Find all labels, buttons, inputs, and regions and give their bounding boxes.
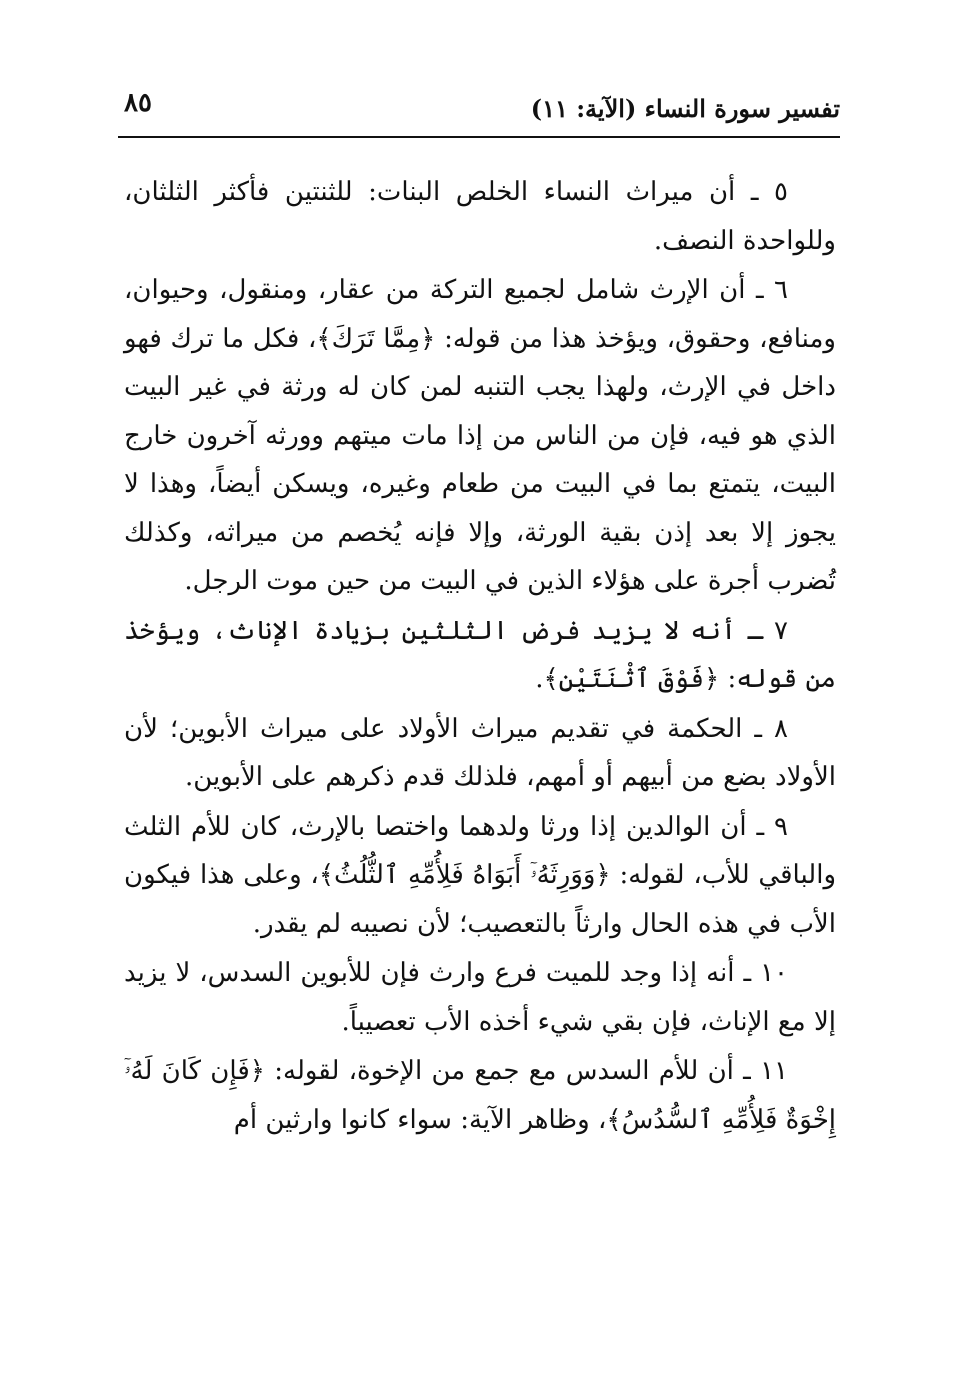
paragraph-point-7: ٧ ـ أنه لا يزيد فرض الثلثين بزيادة الإناث، ويؤخذ من قوله: ﴿فَوْقَ ٱثْنَتَيْنِ﴾.	[124, 615, 836, 694]
page-header	[118, 88, 840, 138]
header-rule	[118, 136, 840, 138]
paragraph-point-6: ٦ ـ أن الإرث شامل لجميع التركة من عقار، ومنقول، وحيوان، ومنافع، وحقوق، ويؤخذ هذا من قوله: ﴿مِمَّا تَرَكَ﴾، فكل ما ترك فهو داخل في الإرث، ولهذا يجب التنبه لمن كان له ورثة في غير البيت الذي هو فيه، فإن من الناس من إذا مات ميتهم وورثه آخرون خارج البيت، يتمتع بما في البيت من طعام وغيره، ويسكن أيضاً، وهذا لا يجوز إلا بعد إذن بقية الورثة، وإلا فإنه يُخصم من ميراثه، وكذلك تُضرب أجرة على هؤلاء الذين في البيت من حين موت الرجل.	[124, 275, 836, 596]
paragraph-point-9: ٩ ـ أن الوالدين إذا ورثا ولدهما واختصا بالإرث، كان للأم الثلث والباقي للأب، لقوله: ﴿وَوَرِثَهُۥٓ أَبَوَاهُ فَلِأُمِّهِ ٱلثُّلُثُ﴾، وعلى هذا فيكون الأب في هذه الحال وارثاً بالتعصيب؛ لأن نصيبه لم يقدر.	[124, 811, 836, 939]
running-title: تفسير سورة النساء (الآية: ١١)	[530, 94, 840, 123]
paragraph-point-11: ١١ ـ أن للأم السدس مع جمع من الإخوة، لقوله: ﴿فَإِن كَانَ لَهُۥٓ إِخْوَةٌ فَلِأُمِّهِ ٱلسُّدُسُ﴾، وظاهر الآية: سواء كانوا وارثين أم	[124, 1056, 836, 1135]
paragraph-point-8: ٨ ـ الحكمة في تقديم ميراث الأولاد على ميراث الأبوين؛ لأن الأولاد بضع من أبيهم أو أمهم، فلذلك قدم ذكرهم على الأبوين.	[124, 713, 836, 792]
paragraph-point-5: ٥ ـ أن ميراث النساء الخلص البنات: للثنتين فأكثر الثلثان، وللواحدة النصف.	[124, 177, 836, 256]
page-number: ٨٥	[124, 88, 152, 118]
body-text	[124, 168, 836, 1144]
paragraph-point-10: ١٠ ـ أنه إذا وجد للميت فرع وارث فإن للأبوين السدس، لا يزيد إلا مع الإناث، فإن بقي شيء أخذه الأب تعصيباً.	[124, 958, 836, 1037]
